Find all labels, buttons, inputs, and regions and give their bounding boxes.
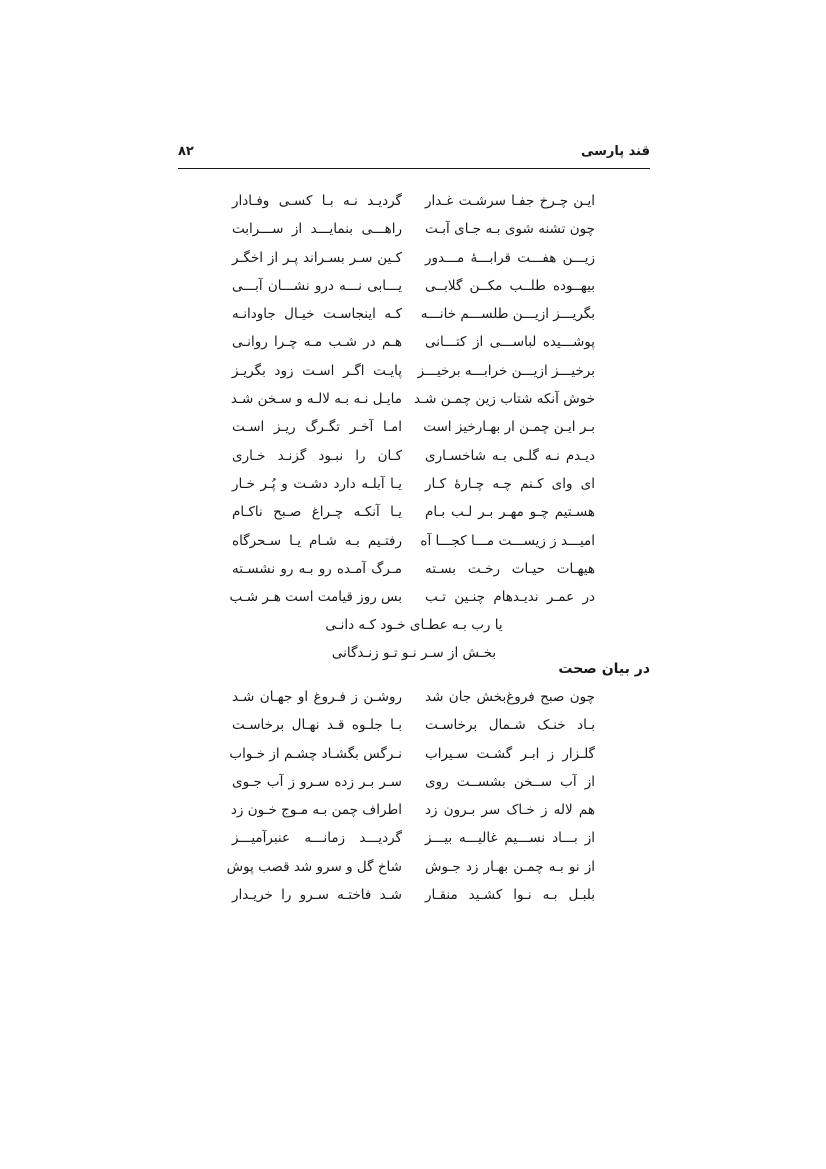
hemistich-first: برخیـــز ازیـــن خرابـــه برخیـــز — [417, 362, 595, 379]
couplet — [178, 796, 650, 824]
hemistich-first: از آب ســخن بشســت روی — [425, 773, 595, 790]
hemistich-second: رفتـیم بـه شـام یـا سـحرگاه — [232, 532, 402, 549]
couplet — [178, 683, 650, 711]
hemistich-second: مـرگ آمـده رو بـه رو نشسـته — [232, 560, 402, 577]
closing-line — [178, 611, 650, 639]
hemistich-second: شاخ گل و سرو شد قصب پوش — [226, 858, 402, 875]
hemistich-second: گردیـد نـه بـا کسـی وفـادار — [232, 193, 402, 209]
hemistich-first: هسـتیم چـو مهـر بـر لـب بـام — [425, 504, 595, 521]
hemistich-first: هم لاله ز خـاک سر بـرون زد — [425, 802, 595, 819]
hemistich-second: شـد فاختـه سـرو را خریـدار — [232, 887, 402, 904]
couplet — [178, 244, 650, 272]
couplet — [178, 853, 650, 881]
couplet — [178, 272, 650, 300]
hemistich-second: یـا آنکـه چـراغ صـبح ناکـام — [232, 504, 402, 521]
couplet — [178, 385, 650, 413]
book-title: قند پارسی — [580, 144, 650, 159]
section-heading: در بیان صحت — [558, 661, 650, 677]
hemistich-first: خوش آنکه شتاب زین چمـن شـد — [414, 391, 595, 408]
hemistich-first: بـاد خنـک شـمال برخاسـت — [425, 717, 595, 734]
hemistich-second: هـم در شـب مـه چـرا روانـی — [232, 334, 402, 351]
hemistich-second: سـر بـر زده سـرو ز آب جـوی — [232, 773, 402, 790]
couplet — [178, 442, 650, 470]
poem-first — [178, 187, 650, 667]
couplet — [178, 357, 650, 385]
couplet — [178, 583, 650, 611]
couplet — [178, 555, 650, 583]
couplet — [178, 498, 650, 526]
running-header — [178, 144, 650, 169]
hemistich-first: چون صبح فروغ‌بخش جان شد — [425, 689, 595, 705]
hemistich-second: بـا جلـوه قـد نهـال برخاسـت — [232, 717, 402, 734]
hemistich-first: دیـدم نـه گلـی بـه شاخسـاری — [425, 447, 595, 464]
couplet — [178, 711, 650, 739]
hemistich-first: بـر ایـن چمـن ار بهـارخیز است — [423, 419, 595, 436]
couplet — [178, 413, 650, 441]
hemistich-second: راهـــی بنمایـــد از ســـرابت — [232, 221, 402, 238]
couplet — [178, 527, 650, 555]
couplet — [178, 328, 650, 356]
hemistich-first: از بـــاد نســـیم غالیـــه بیـــز — [425, 830, 595, 847]
hemistich-first: از نو بـه چمـن بهـار زد جـوش — [425, 858, 595, 875]
closing-line-text: یا رب بـه عطـای خـود کـه دانـی — [325, 617, 503, 634]
hemistich-second: مایـل نـه بـه لالـه و سـخن شـد — [230, 391, 402, 408]
hemistich-second: پایـت اگـر اسـت زود بگریـز — [232, 362, 402, 379]
hemistich-second: یـا آبلـه دارد دشـت و پُـر خـار — [232, 475, 402, 492]
hemistich-first: ایـن چـرخ جفـا سرشـت غـدار — [425, 193, 595, 209]
hemistich-first: هیهـات حیـات رخـت بسـته — [425, 560, 595, 577]
couplet — [178, 215, 650, 243]
hemistich-first: چون تشنه شوی بـه جـای آبـت — [425, 221, 595, 238]
hemistich-second: یـــابی نـــه درو نشـــان آبـــی — [232, 277, 402, 294]
couplet — [178, 768, 650, 796]
hemistich-first: ای وای کـنم چـه چـارهٔ کـار — [425, 475, 595, 492]
hemistich-second: کـین سـر بسـراند پـر از اخگـر — [232, 249, 402, 266]
hemistich-second: نـرگس بگشـاد چشـم از خـواب — [229, 745, 402, 762]
hemistich-first: بگریـــز ازیـــن طلســـم خانـــه — [420, 306, 595, 323]
hemistich-first: زیـــن هفـــت قرابـــهٔ مـــدور — [425, 249, 595, 266]
couplet — [178, 300, 650, 328]
hemistich-second: امـا آخـر تگـرگ ریـز اسـت — [232, 419, 402, 436]
closing-line-text: بخـش از سـر نـو تـو زنـدگانی — [331, 645, 497, 662]
hemistich-second: کـان را نبـود گزنـد خـاری — [232, 447, 402, 464]
couplet — [178, 187, 650, 215]
hemistich-second: گردیـــد زمانـــه عنبرآمیـــز — [232, 830, 402, 847]
hemistich-second: روشـن ز فـروغ او جهـان شـد — [232, 689, 402, 705]
hemistich-first: بیهــوده طلــب مکــن گلابــی — [425, 277, 595, 294]
couplet — [178, 470, 650, 498]
poem-second — [178, 683, 650, 909]
hemistich-first: امیـــد ز زیســـت مـــا کجـــا آه — [420, 532, 595, 549]
hemistich-first: پوشـــیده لباســـی از کتـــانی — [425, 334, 595, 351]
hemistich-first: در عمـر ندیـدهام چنـین تـب — [425, 589, 595, 606]
hemistich-second: بس روز قیامت است هـر شـب — [229, 589, 402, 606]
hemistich-second: کـه اینجاسـت خیـال جاودانـه — [232, 306, 402, 323]
hemistich-second: اطراف چمن بـه مـوج خـون زد — [230, 802, 402, 819]
page-number: ۸۲ — [178, 144, 194, 159]
hemistich-first: گلـزار ز ابـر گشـت سـیراب — [425, 745, 595, 762]
couplet — [178, 824, 650, 852]
hemistich-first: بلبـل بـه نـوا کشـید منقـار — [425, 887, 595, 904]
couplet — [178, 740, 650, 768]
couplet — [178, 881, 650, 909]
